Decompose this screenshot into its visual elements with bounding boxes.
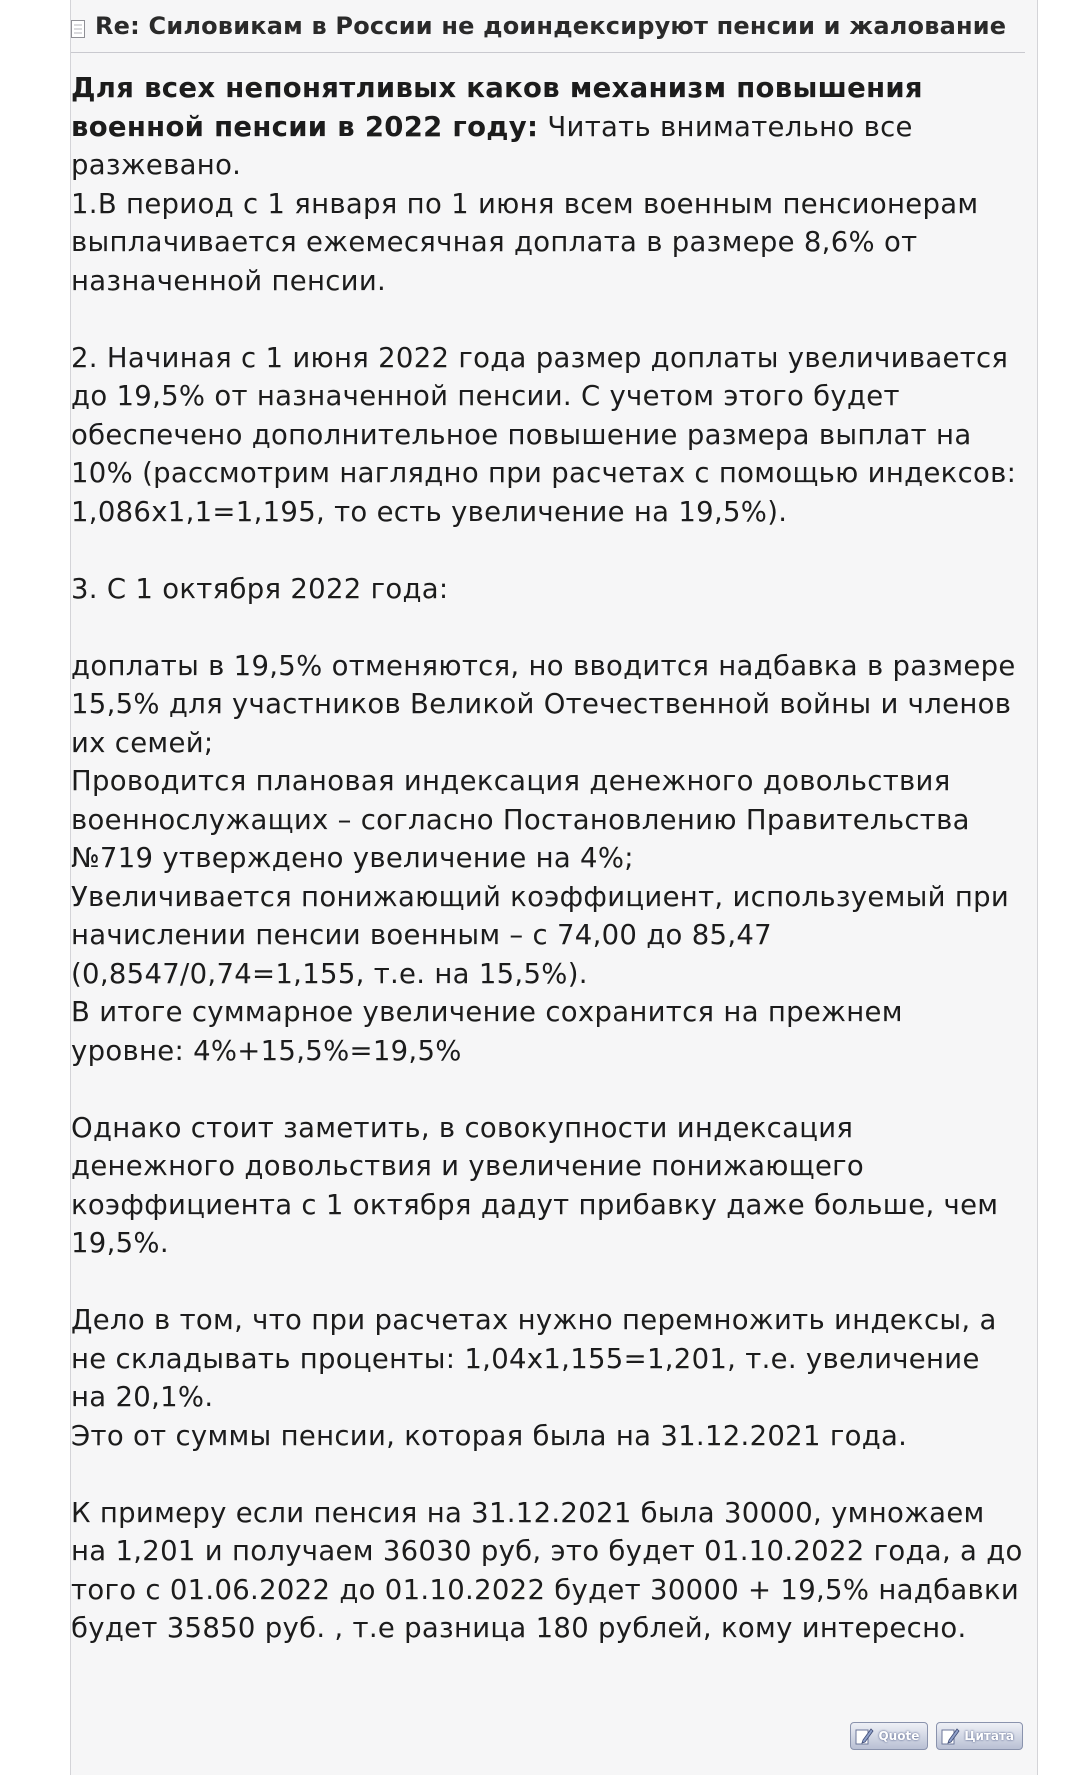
- post-title: Re: Силовикам в России не доиндексируют пенсии и жалование: [95, 12, 1007, 40]
- bold-heading: Для всех непонятливых каков механизм повышения военной пенсии в 2022 году:: [71, 72, 923, 143]
- document-icon: [71, 20, 85, 38]
- item-3-d: В итоге суммарное увеличение сохранится на прежнем уровне: 4%+15,5%=19,5%: [71, 996, 903, 1067]
- pen-icon: [941, 1726, 961, 1746]
- forum-post: [70, 0, 1038, 1775]
- note-2: Дело в том, что при расчетах нужно перемножить индексы, а не складывать проценты: 1,04х1,155=1,201, т.е. увеличение на 20,1%.: [71, 1304, 997, 1413]
- intro-text: Читать внимательно все разжевано.: [71, 110, 913, 181]
- item-3-a: доплаты в 19,5% отменяются, но вводится надбавка в размере 15,5% для участников Великой Отечественной войны и членов их семей;: [71, 649, 1016, 759]
- citata-button[interactable]: [936, 1722, 1023, 1750]
- post-buttons: [850, 1722, 1023, 1750]
- post-title-bar: [71, 0, 1025, 53]
- citata-label: Цитата: [964, 1729, 1014, 1743]
- pen-icon: [855, 1726, 875, 1746]
- quote-button[interactable]: [850, 1722, 928, 1750]
- post-intro: [71, 69, 1023, 185]
- item-3: 3. С 1 октября 2022 года:: [71, 572, 449, 605]
- item-1: 1.В период с 1 января по 1 июня всем военным пенсионерам выплачивается ежемесячная доплата в размере 8,6% от назначенной пенсии.: [71, 187, 979, 297]
- quote-label: Quote: [878, 1729, 920, 1743]
- item-2: 2. Начиная с 1 июня 2022 года размер доплаты увеличивается до 19,5% от назначенной пенсии. С учетом этого будет обеспечено дополнительное повышение размера выплат на 10% (рассмотрим наглядно при расчетах с помощью индексов: 1,086х1,1=1,195, то есть увеличение на 19,5%).: [71, 341, 1017, 528]
- item-3-b: Проводится плановая индексация денежного довольствия военнослужащих – согласно Постановлению Правительства №719 утверждено увеличение на 4%;: [71, 765, 970, 874]
- example: К примеру если пенсия на 31.12.2021 была 30000, умножаем на 1,201 и получаем 36030 руб, это будет 01.10.2022 года, а до того с 01.06.2022 до 01.10.2022 будет 30000 + 19,5% надбавки будет 35850 руб. , т.е разница 180 рублей, кому интересно.: [71, 1496, 1023, 1644]
- note-3: Это от суммы пенсии, которая была на 31.12.2021 года.: [71, 1419, 908, 1452]
- note-1: Однако стоит заметить, в совокупности индексация денежного довольствия и увеличение понижающего коэффициента с 1 октября дадут прибавку даже больше, чем 19,5%.: [71, 1111, 999, 1259]
- item-3-c: Увеличивается понижающий коэффициент, используемый при начислении пенсии военным – с 74,00 до 85,47 (0,8547/0,74=1,155, т.е. на 15,5%).: [71, 880, 1010, 990]
- post-body: [71, 53, 1037, 1648]
